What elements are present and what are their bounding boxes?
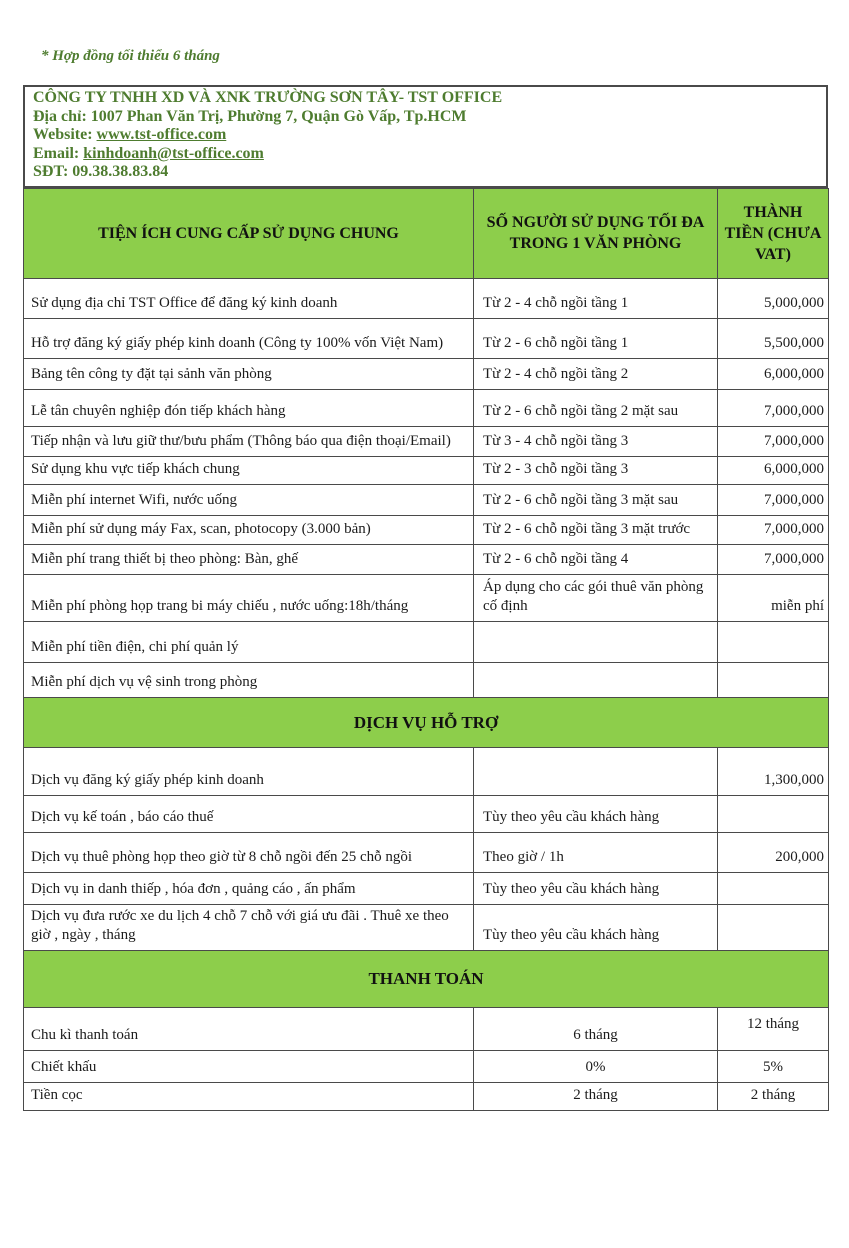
phone-label: SĐT: xyxy=(33,163,69,180)
seats-cell: Từ 2 - 6 chỗ ngồi tầng 4 xyxy=(474,544,718,574)
section-header-support xyxy=(24,697,829,747)
service-cell: Sử dụng khu vực tiếp khách chung xyxy=(24,456,474,484)
seats-cell xyxy=(474,662,718,697)
table-row xyxy=(24,1050,829,1082)
address-label: Địa chỉ: xyxy=(33,107,87,125)
seats-cell: Theo giờ / 1h xyxy=(474,832,718,872)
payment-12m-cell: 2 tháng xyxy=(718,1082,829,1110)
price-cell: 6,000,000 xyxy=(718,358,829,389)
table-row xyxy=(24,389,829,426)
table-row xyxy=(24,904,829,950)
price-cell: 6,000,000 xyxy=(718,456,829,484)
email-link[interactable]: kinhdoanh@tst-office.com xyxy=(83,144,264,162)
price-cell xyxy=(718,662,829,697)
payment-12m-cell: 5% xyxy=(718,1050,829,1082)
table-row xyxy=(24,1007,829,1050)
price-cell: 7,000,000 xyxy=(718,426,829,456)
service-cell: Miễn phí dịch vụ vệ sinh trong phòng xyxy=(24,662,474,697)
price-cell: 5,500,000 xyxy=(718,318,829,358)
table-row xyxy=(24,484,829,515)
contract-minimum-note: * Hợp đồng tối thiểu 6 tháng xyxy=(41,48,220,64)
table-row xyxy=(24,544,829,574)
payment-6m-cell: 0% xyxy=(474,1050,718,1082)
section-title: DỊCH VỤ HỖ TRỢ xyxy=(24,697,829,747)
phone-value: 09.38.38.83.84 xyxy=(72,163,169,180)
service-cell: Miễn phí sử dụng máy Fax, scan, photocopy (3.000 bản) xyxy=(24,515,474,544)
service-cell: Sử dụng địa chỉ TST Office để đăng ký kinh doanh xyxy=(24,278,474,318)
company-email-line xyxy=(33,145,818,164)
company-info-box xyxy=(23,85,828,188)
seats-cell: Tùy theo yêu cầu khách hàng xyxy=(474,872,718,904)
price-cell xyxy=(718,795,829,832)
section-header-payment xyxy=(24,950,829,1007)
service-cell: Dịch vụ thuê phòng họp theo giờ từ 8 chỗ ngồi đến 25 chỗ ngồi xyxy=(24,832,474,872)
price-cell: 7,000,000 xyxy=(718,544,829,574)
price-cell: 5,000,000 xyxy=(718,278,829,318)
service-cell: Dịch vụ đăng ký giấy phép kinh doanh xyxy=(24,747,474,795)
price-cell: miễn phí xyxy=(718,574,829,621)
seats-cell xyxy=(474,621,718,662)
payment-6m-cell: 2 tháng xyxy=(474,1082,718,1110)
price-cell xyxy=(718,904,829,950)
service-cell: Dịch vụ in danh thiếp , hóa đơn , quảng cáo , ấn phẩm xyxy=(24,872,474,904)
service-cell: Lễ tân chuyên nghiệp đón tiếp khách hàng xyxy=(24,389,474,426)
table-row xyxy=(24,872,829,904)
table-row xyxy=(24,662,829,697)
pricing-table xyxy=(23,188,829,1111)
address-value: 1007 Phan Văn Trị, Phường 7, Quận Gò Vấp, Tp.HCM xyxy=(90,107,467,125)
seats-cell: Từ 3 - 4 chỗ ngồi tầng 3 xyxy=(474,426,718,456)
table-row xyxy=(24,426,829,456)
seats-cell: Áp dụng cho các gói thuê văn phòng cố định xyxy=(474,574,718,621)
table-row xyxy=(24,515,829,544)
header-utilities: TIỆN ÍCH CUNG CẤP SỬ DỤNG CHUNG xyxy=(24,188,474,278)
seats-cell: Từ 2 - 6 chỗ ngồi tầng 2 mặt sau xyxy=(474,389,718,426)
website-link[interactable]: www.tst-office.com xyxy=(96,126,227,143)
service-cell: Dịch vụ kế toán , báo cáo thuế xyxy=(24,795,474,832)
table-row xyxy=(24,1082,829,1110)
price-cell xyxy=(718,872,829,904)
company-phone-line xyxy=(33,163,818,182)
seats-cell: Từ 2 - 4 chỗ ngồi tầng 2 xyxy=(474,358,718,389)
table-row xyxy=(24,318,829,358)
service-cell: Miễn phí tiền điện, chi phí quản lý xyxy=(24,621,474,662)
seats-cell: Từ 2 - 6 chỗ ngồi tầng 1 xyxy=(474,318,718,358)
table-row xyxy=(24,574,829,621)
header-price: THÀNH TIỀN (CHƯA VAT) xyxy=(718,188,829,278)
table-row xyxy=(24,795,829,832)
table-row xyxy=(24,832,829,872)
table-row xyxy=(24,278,829,318)
seats-cell: Từ 2 - 6 chỗ ngồi tầng 3 mặt sau xyxy=(474,484,718,515)
seats-cell: Tùy theo yêu cầu khách hàng xyxy=(474,904,718,950)
table-row xyxy=(24,747,829,795)
price-cell: 200,000 xyxy=(718,832,829,872)
service-cell: Hỗ trợ đăng ký giấy phép kinh doanh (Công ty 100% vốn Việt Nam) xyxy=(24,318,474,358)
service-cell: Miễn phí trang thiết bị theo phòng: Bàn, ghế xyxy=(24,544,474,574)
payment-label-cell: Tiền cọc xyxy=(24,1082,474,1110)
payment-label-cell: Chu kì thanh toán xyxy=(24,1007,474,1050)
seats-cell: Tùy theo yêu cầu khách hàng xyxy=(474,795,718,832)
service-cell: Dịch vụ đưa rước xe du lịch 4 chỗ 7 chỗ với giá ưu đãi . Thuê xe theo giờ , ngày , tháng xyxy=(24,904,474,950)
company-website-line xyxy=(33,126,818,145)
company-name: CÔNG TY TNHH XD VÀ XNK TRƯỜNG SƠN TÂY- TST OFFICE xyxy=(33,89,503,106)
table-row xyxy=(24,621,829,662)
website-label: Website: xyxy=(33,126,93,143)
seats-cell: Từ 2 - 4 chỗ ngồi tầng 1 xyxy=(474,278,718,318)
company-address-line xyxy=(33,108,818,127)
service-cell: Miễn phí internet Wifi, nước uống xyxy=(24,484,474,515)
table-row xyxy=(24,358,829,389)
section-title: THANH TOÁN xyxy=(24,950,829,1007)
service-cell: Bảng tên công ty đặt tại sảnh văn phòng xyxy=(24,358,474,389)
table-row xyxy=(24,456,829,484)
price-cell: 7,000,000 xyxy=(718,484,829,515)
seats-cell: Từ 2 - 6 chỗ ngồi tầng 3 mặt trước xyxy=(474,515,718,544)
payment-6m-cell: 6 tháng xyxy=(474,1007,718,1050)
service-cell: Miễn phí phòng họp trang bi máy chiếu , nước uống:18h/tháng xyxy=(24,574,474,621)
price-cell: 7,000,000 xyxy=(718,389,829,426)
service-cell: Tiếp nhận và lưu giữ thư/bưu phẩm (Thông báo qua điện thoại/Email) xyxy=(24,426,474,456)
email-label: Email: xyxy=(33,144,80,162)
payment-12m-cell: 12 tháng xyxy=(718,1007,829,1050)
price-cell: 7,000,000 xyxy=(718,515,829,544)
payment-label-cell: Chiết khấu xyxy=(24,1050,474,1082)
seats-cell xyxy=(474,747,718,795)
header-max-users: SỐ NGƯỜI SỬ DỤNG TỐI ĐA TRONG 1 VĂN PHÒNG xyxy=(474,188,718,278)
price-cell: 1,300,000 xyxy=(718,747,829,795)
seats-cell: Từ 2 - 3 chỗ ngồi tầng 3 xyxy=(474,456,718,484)
table-header-row xyxy=(24,188,829,278)
price-cell xyxy=(718,621,829,662)
